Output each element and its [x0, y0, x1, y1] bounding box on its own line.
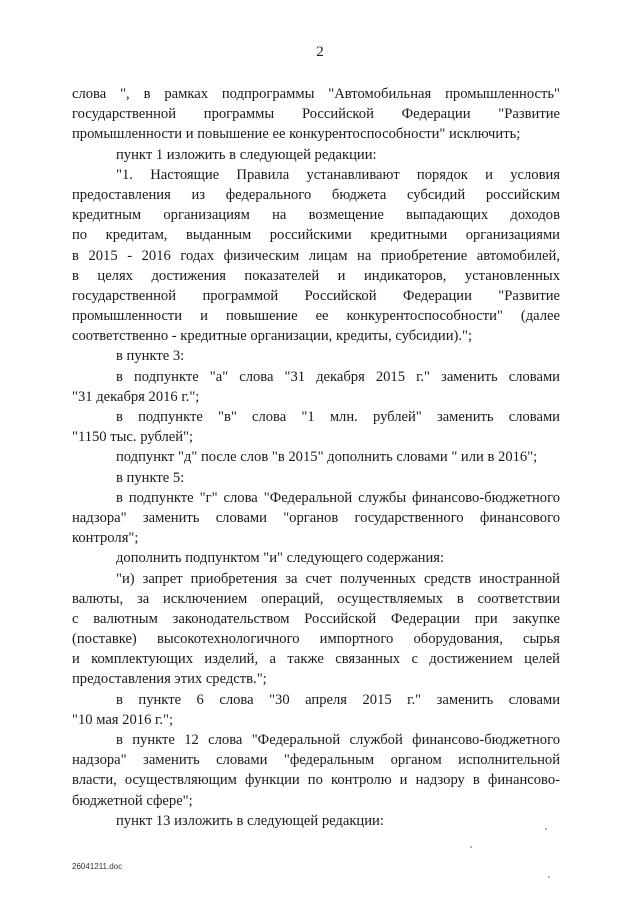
text-line: в подпункте "г" слова "Федеральной службы финансово-бюджетного	[116, 489, 560, 506]
file-name-footer: 26041211.doc	[72, 862, 123, 871]
text-line: надзора" заменить словами "органов государственного финансового	[72, 509, 560, 526]
scan-speck	[548, 876, 550, 878]
text-line: в пункте 12 слова "Федеральной службой финансово-бюджетного	[116, 732, 560, 748]
text-line: предоставления этих средств.";	[72, 671, 267, 688]
text-line: по кредитам, выданным российскими кредитными организациями	[72, 227, 560, 244]
scan-speck	[470, 846, 472, 848]
text-line: с валютным законодательством Российской Федерации при закупке	[72, 610, 560, 627]
text-line: государственной программы Российской Федерации "Развитие	[72, 106, 560, 123]
text-line: в подпункте "а" слова "31 декабря 2015 г." заменить словами	[116, 368, 560, 385]
text-line: в пункте 3:	[116, 348, 185, 365]
text-line: (поставке) высокотехнологичного импортного оборудования, сырья	[72, 631, 560, 648]
text-line: "и) запрет приобретения за счет полученных средств иностранной	[116, 570, 560, 587]
text-line: промышленности и повышение ее конкурентоспособности" исключить;	[72, 126, 521, 143]
text-line: слова ", в рамках подпрограммы "Автомобильная промышленность"	[72, 86, 560, 102]
document-body	[72, 84, 560, 831]
text-line: соответственно - кредитные организации, кредиты, субсидии).";	[72, 328, 473, 345]
text-line: государственной программой Российской Федерации "Развитие	[72, 287, 560, 304]
text-line: контроля";	[72, 530, 139, 547]
text-line: кредитным организациям на возмещение выпадающих доходов	[72, 207, 560, 224]
text-line: в 2015 - 2016 годах физическим лицам на приобретение автомобилей,	[72, 247, 560, 264]
text-line: в подпункте "в" слова "1 млн. рублей" заменить словами	[116, 409, 560, 425]
page-number: 2	[316, 44, 324, 60]
scan-speck	[545, 828, 547, 830]
text-line: пункт 13 изложить в следующей редакции:	[116, 812, 384, 829]
text-line: надзора" заменить словами "федеральным органом исполнительной	[72, 752, 560, 769]
text-line: промышленности и повышение ее конкурентоспособности" (далее	[72, 308, 560, 325]
text-line: в пункте 5:	[116, 469, 185, 486]
text-line: в пункте 6 слова "30 апреля 2015 г." заменить словами	[116, 691, 560, 708]
text-line: предоставления из федерального бюджета субсидий российским	[72, 186, 560, 203]
text-line: "10 мая 2016 г.";	[72, 711, 174, 728]
text-line: "31 декабря 2016 г.";	[72, 388, 200, 405]
text-line: власти, осуществляющим функции по контролю и надзору в финансово-	[72, 772, 560, 789]
text-line: и комплектующих изделий, а также связанных с достижением целей	[72, 651, 560, 668]
text-line: "1150 тыс. рублей";	[72, 429, 194, 446]
text-line: дополнить подпунктом "и" следующего содержания:	[116, 550, 445, 567]
text-line: "1. Настоящие Правила устанавливают порядок и условия	[116, 166, 560, 183]
text-line: валюты, за исключением операций, осуществляемых в соответствии	[72, 590, 560, 607]
text-line: подпункт "д" после слов "в 2015" дополнить словами " или в 2016";	[116, 449, 538, 466]
text-line: в целях достижения показателей и индикаторов, установленных	[72, 267, 560, 284]
text-line: пункт 1 изложить в следующей редакции:	[116, 146, 377, 163]
text-line: бюджетной сфере";	[72, 792, 193, 809]
